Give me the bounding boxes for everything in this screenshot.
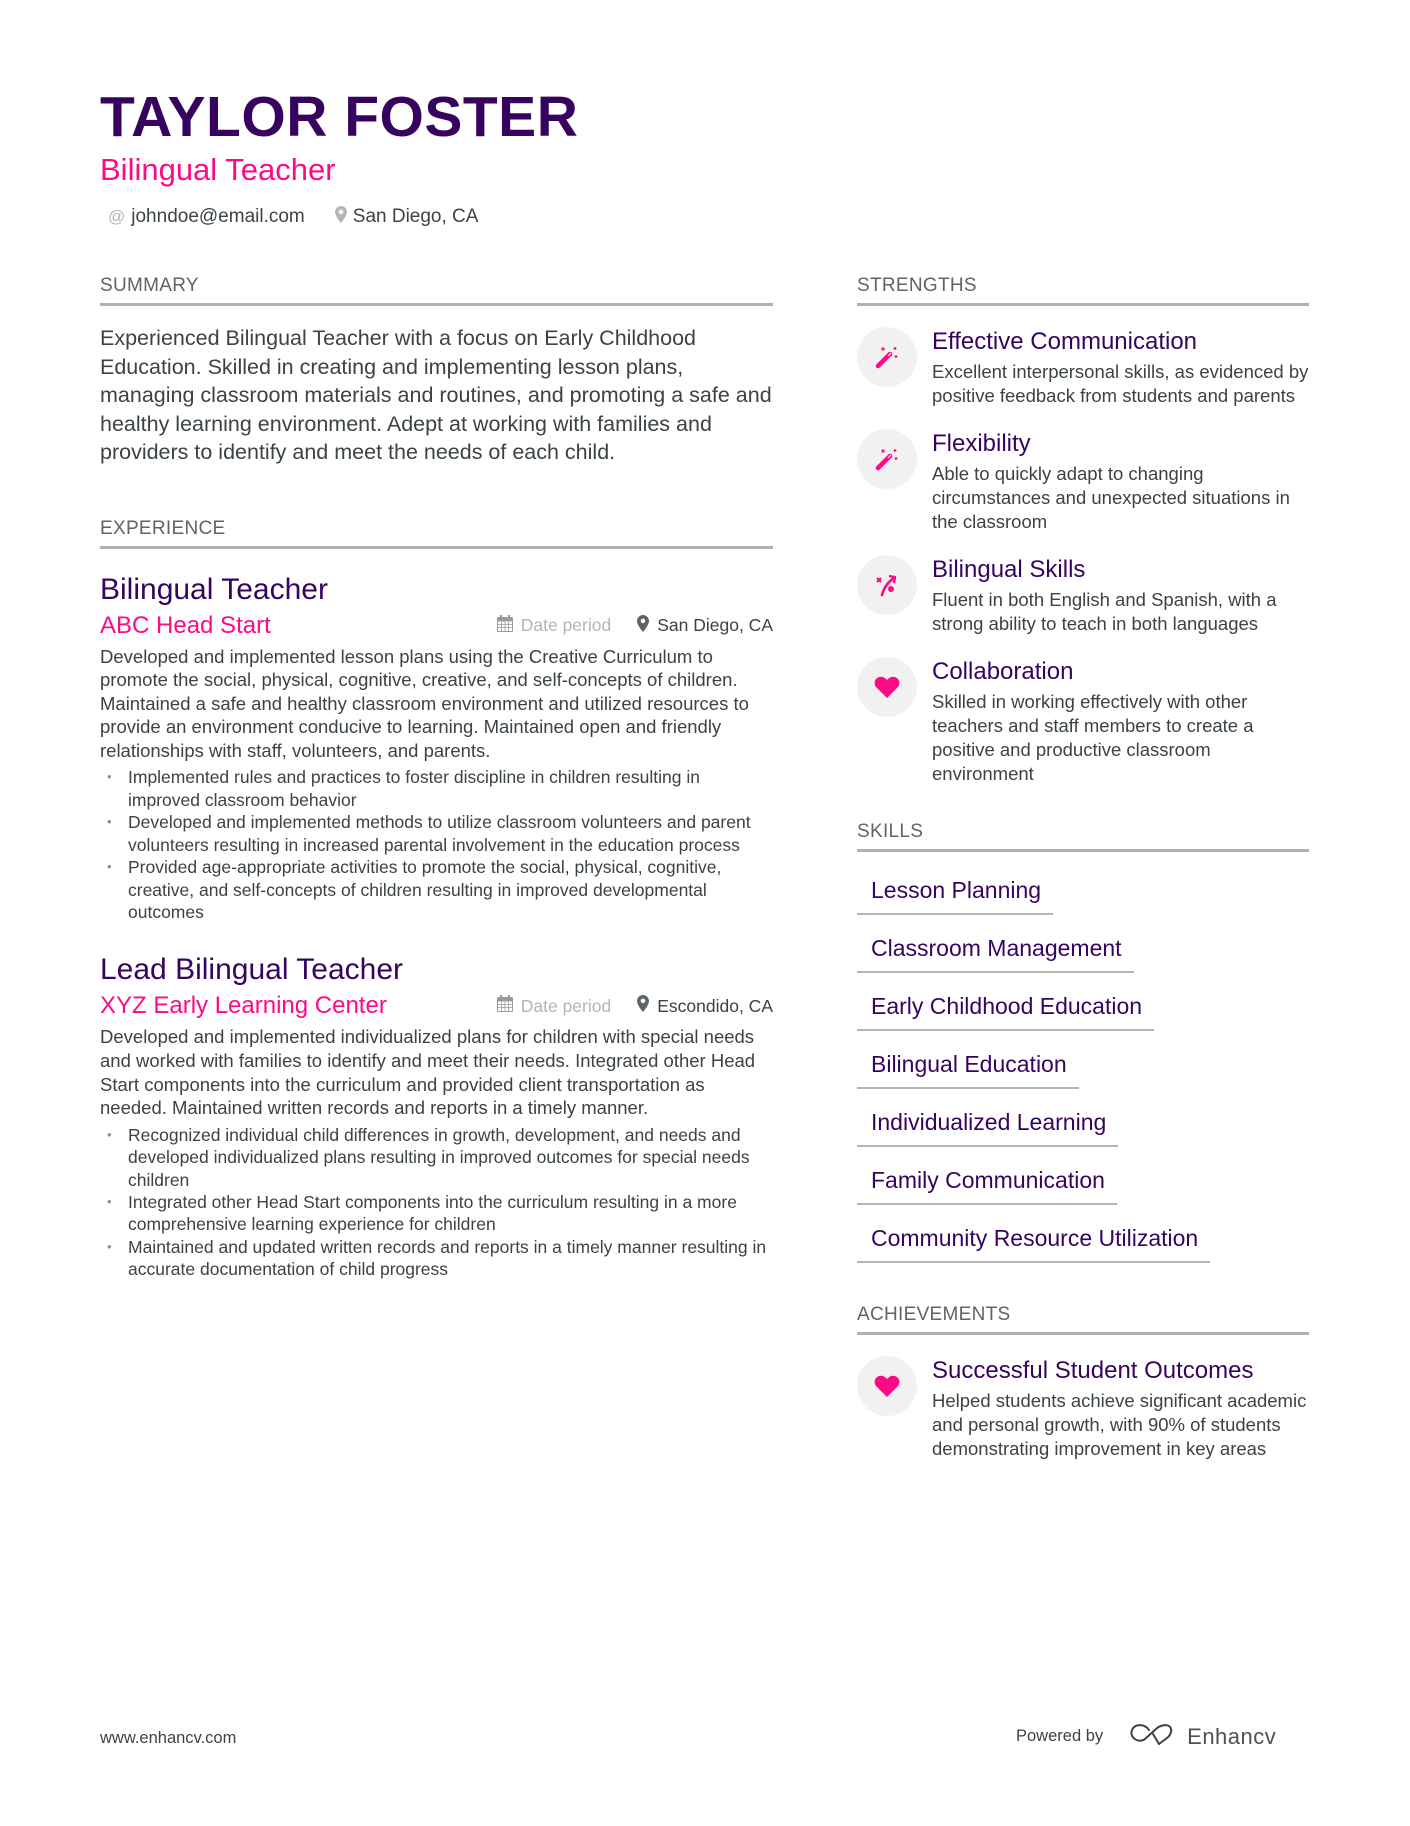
heart-icon <box>857 657 917 717</box>
skill-tag: Lesson Planning <box>857 866 1053 915</box>
location-pin-icon <box>637 995 649 1017</box>
experience-entry <box>100 951 773 1280</box>
strategy-icon <box>857 555 917 615</box>
achievement-title: Successful Student Outcomes <box>932 1357 1254 1384</box>
skill-tag: Early Childhood Education <box>857 982 1154 1031</box>
candidate-headline: Bilingual Teacher <box>100 152 336 187</box>
job-bullet: • Provided age-appropriate activities to promote the social, physical, cognitive, creative, and self-concepts of children resulting in improved developmental outcomes <box>100 856 773 923</box>
footer-website-link[interactable]: www.enhancv.com <box>100 1729 237 1747</box>
company-name: XYZ Early Learning Center <box>100 992 387 1020</box>
company-name: ABC Head Start <box>100 611 271 639</box>
strength-description: Skilled in working effectively with other teachers and staff members to create a positive and productive classroom environment <box>932 691 1254 784</box>
job-title: Lead Bilingual Teacher <box>100 953 404 987</box>
strength-title: Effective Communication <box>932 328 1198 355</box>
summary-text: Experienced Bilingual Teacher with a focus on Early Childhood Education. Skilled in creating and implementing lesson plans, managing classroom materials and routines, and promoting a safe and healthy learning environment. Adept at working with families and providers to identify and meet the needs of each child. <box>100 326 772 464</box>
strength-title: Flexibility <box>932 430 1031 457</box>
skill-tag: Family Communication <box>857 1156 1117 1205</box>
job-description: Developed and implemented individualized plans for children with special needs and worked with families to identify and meet their needs. Integrated other Head Start components into the curriculum and provided client transportation as needed. Maintained written records and reports in a timely manner. <box>100 1026 756 1119</box>
strength-description: Excellent interpersonal skills, as evidenced by positive feedback from students and parents <box>932 361 1309 406</box>
job-subheader <box>100 991 773 1021</box>
magic-wand-icon <box>857 327 917 387</box>
email-text: johndoe@email.com <box>131 206 305 227</box>
job-location <box>637 995 773 1017</box>
job-location-text: Escondido, CA <box>657 995 773 1016</box>
job-date <box>497 615 611 637</box>
magic-wand-icon <box>857 429 917 489</box>
section-title-achievements: ACHIEVEMENTS <box>857 1303 1309 1335</box>
strength-item <box>857 428 1309 534</box>
strength-title: Bilingual Skills <box>932 556 1086 583</box>
job-date-text: Date period <box>520 995 612 1016</box>
heart-icon <box>857 1356 917 1416</box>
brand-logo[interactable] <box>1129 1722 1276 1751</box>
calendar-icon <box>497 615 513 637</box>
job-bullets <box>100 1124 773 1281</box>
job-bullet: • Integrated other Head Start components into the curriculum resulting in a more comprehensive learning experience for children <box>100 1191 773 1236</box>
strengths-section <box>857 274 1309 786</box>
location-pin-icon <box>637 615 649 637</box>
job-date <box>497 995 611 1017</box>
job-meta <box>497 995 773 1017</box>
resume-header <box>100 84 578 228</box>
experience-section <box>100 517 773 1281</box>
skill-tag: Bilingual Education <box>857 1040 1079 1089</box>
job-title: Bilingual Teacher <box>100 572 328 606</box>
strength-description: Fluent in both English and Spanish, with a strong ability to teach in both languages <box>932 589 1277 634</box>
job-location <box>637 615 773 637</box>
strength-title: Collaboration <box>932 658 1074 685</box>
job-bullet: • Maintained and updated written records and reports in a timely manner resulting in accurate documentation of child progress <box>100 1236 773 1281</box>
candidate-name: TAYLOR FOSTER <box>100 85 579 149</box>
skill-tag: Community Resource Utilization <box>857 1214 1210 1263</box>
job-description: Developed and implemented lesson plans using the Creative Curriculum to promote the social, physical, cognitive, creative, and self-concepts of children. Maintained a safe and healthy classroom environment and utilized resources to provide an environment conducive to learning. Maintained open and friendly relationships with staff, volunteers, and parents. <box>100 645 749 761</box>
job-bullet: • Implemented rules and practices to foster discipline in children resulting in improved classroom behavior <box>100 766 773 811</box>
at-icon: @ <box>108 207 126 226</box>
calendar-icon <box>497 995 513 1017</box>
right-column <box>857 274 1309 1461</box>
achievement-item <box>857 1355 1309 1461</box>
skill-list <box>857 866 1309 1263</box>
brand-name: Enhancv <box>1187 1723 1277 1749</box>
section-title-experience: EXPERIENCE <box>100 517 773 549</box>
job-subheader <box>100 611 773 641</box>
job-location-text: San Diego, CA <box>657 615 773 635</box>
footer-branding[interactable] <box>1016 1722 1276 1751</box>
job-date-text: Date period <box>520 615 612 635</box>
strength-item <box>857 326 1309 408</box>
contact-email[interactable] <box>108 206 305 228</box>
location-text: San Diego, CA <box>352 206 479 227</box>
skill-tag: Individualized Learning <box>857 1098 1118 1147</box>
section-title-skills: SKILLS <box>857 820 1309 852</box>
section-title-summary: SUMMARY <box>100 274 773 306</box>
location-pin-icon <box>335 206 347 228</box>
skill-tag: Classroom Management <box>857 924 1134 973</box>
achievements-section <box>857 1303 1309 1461</box>
contact-row <box>100 206 578 228</box>
enhancv-logo-icon <box>1129 1722 1175 1751</box>
job-meta <box>497 615 773 637</box>
strength-description: Able to quickly adapt to changing circumstances and unexpected situations in the classroom <box>932 463 1290 532</box>
job-bullet: • Developed and implemented methods to utilize classroom volunteers and parent volunteers resulting in increased parental involvement in the education process <box>100 811 773 856</box>
strength-item <box>857 656 1309 786</box>
left-column <box>100 274 773 1281</box>
summary-section <box>100 274 773 467</box>
experience-entry <box>100 571 773 924</box>
strength-item <box>857 554 1309 636</box>
skills-section <box>857 820 1309 1263</box>
job-bullets <box>100 766 773 923</box>
section-title-strengths: STRENGTHS <box>857 274 1309 306</box>
job-bullet: • Recognized individual child differences in growth, development, and needs and developed individualized plans resulting in improved outcomes for special needs children <box>100 1124 773 1191</box>
contact-location <box>335 206 479 228</box>
achievement-description: Helped students achieve significant academic and personal growth, with 90% of students demonstrating improvement in key areas <box>932 1390 1307 1459</box>
powered-by-label: Powered by <box>1016 1727 1104 1745</box>
